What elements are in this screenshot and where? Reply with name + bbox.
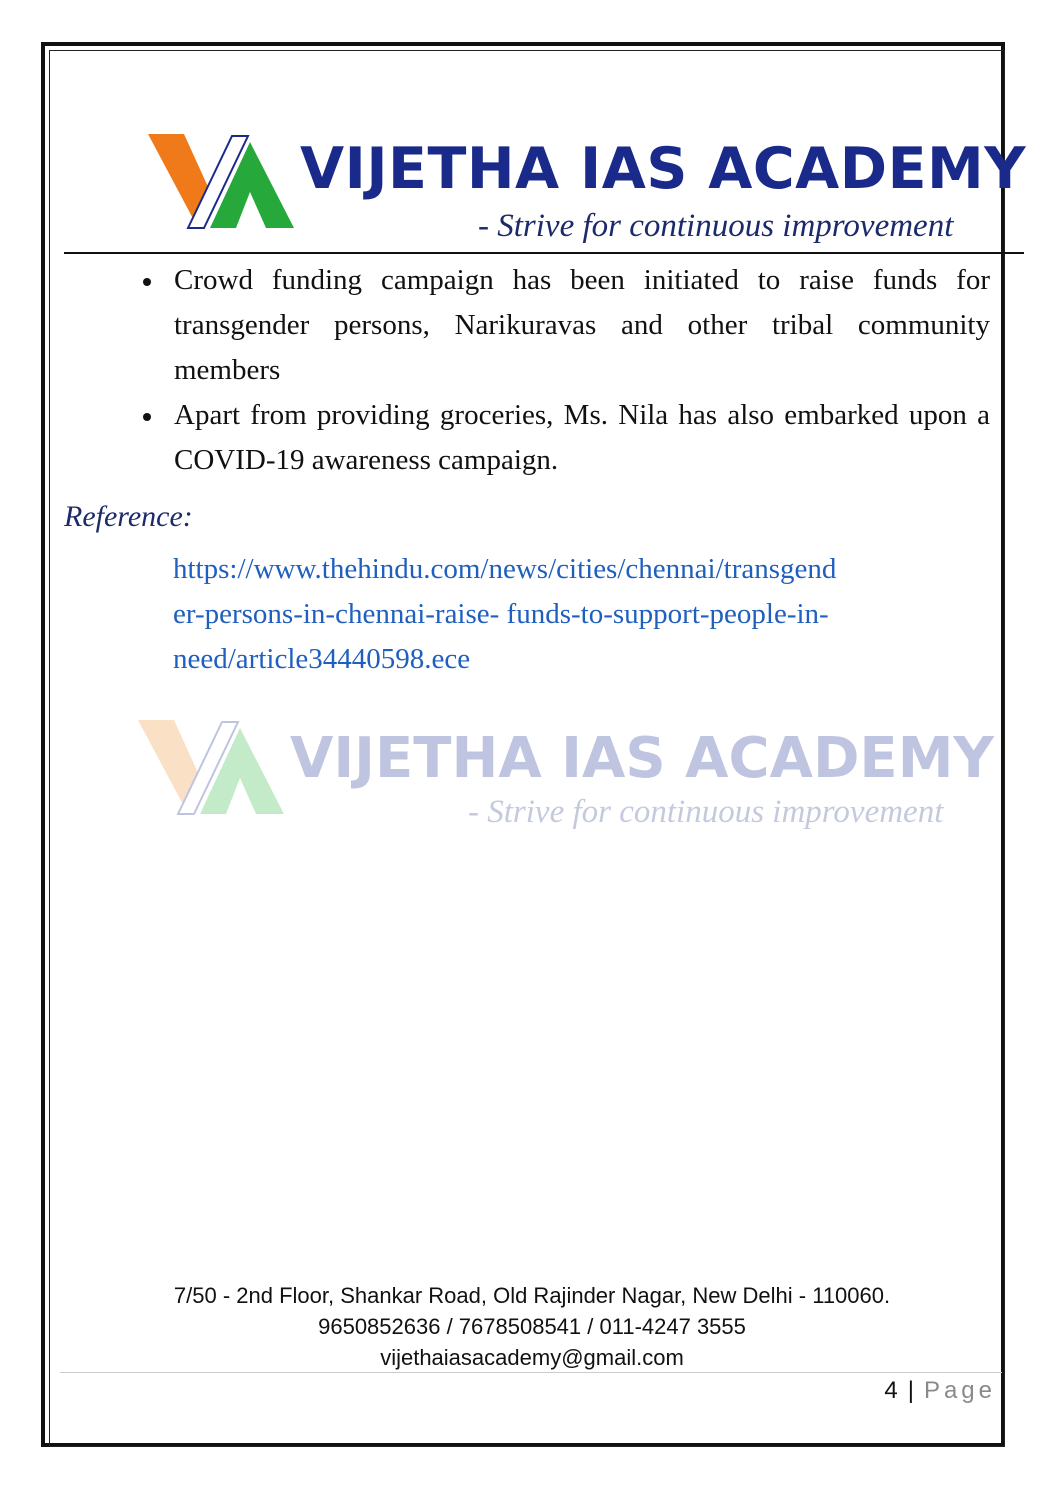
bullet-text: Apart from providing groceries, Ms. Nila has also embarked upon a COVID-19 awareness campaign. bbox=[174, 399, 990, 476]
watermark-logo bbox=[138, 720, 998, 840]
watermark-brand-name: VIJETHA IAS ACADEMY bbox=[290, 726, 994, 791]
bullet-text: Crowd funding campaign has been initiated to raise funds for transgender persons, Narikuravas and other tribal community members bbox=[174, 264, 990, 386]
va-watermark-icon bbox=[138, 720, 288, 816]
reference-link-line[interactable]: https://www.thehindu.com/news/cities/chennai/transgend bbox=[173, 553, 837, 585]
bullet-icon bbox=[143, 278, 151, 286]
footer-divider bbox=[60, 1372, 1002, 1373]
header-logo bbox=[148, 134, 1027, 244]
page-separator: | bbox=[907, 1377, 914, 1404]
reference-label: Reference: bbox=[64, 500, 193, 533]
bullet-list bbox=[140, 258, 990, 483]
brand-tagline: - Strive for continuous improvement bbox=[478, 208, 954, 244]
footer-phones: 9650852636 / 7678508541 / 011-4247 3555 bbox=[318, 1314, 746, 1339]
reference-link[interactable] bbox=[173, 547, 953, 682]
header-divider bbox=[64, 252, 1024, 254]
reference-link-line[interactable]: need/article34440598.ece bbox=[173, 643, 471, 675]
bullet-icon bbox=[143, 413, 151, 421]
page-number bbox=[884, 1377, 996, 1405]
page-number-value: 4 bbox=[884, 1377, 898, 1404]
list-item bbox=[140, 258, 990, 393]
brand-name: VIJETHA IAS ACADEMY bbox=[300, 136, 1027, 202]
va-logo-icon bbox=[148, 134, 298, 230]
watermark-tagline: - Strive for continuous improvement bbox=[468, 794, 944, 830]
footer-email[interactable]: vijethaiasacademy@gmail.com bbox=[380, 1345, 684, 1370]
footer-address: 7/50 - 2nd Floor, Shankar Road, Old Rajinder Nagar, New Delhi - 110060. bbox=[173, 1283, 891, 1308]
footer bbox=[64, 1280, 1000, 1373]
list-item bbox=[140, 393, 990, 483]
page-word: Page bbox=[923, 1377, 996, 1404]
reference-link-line[interactable]: er-persons-in-chennai-raise- funds-to-support-people-in- bbox=[173, 598, 829, 630]
